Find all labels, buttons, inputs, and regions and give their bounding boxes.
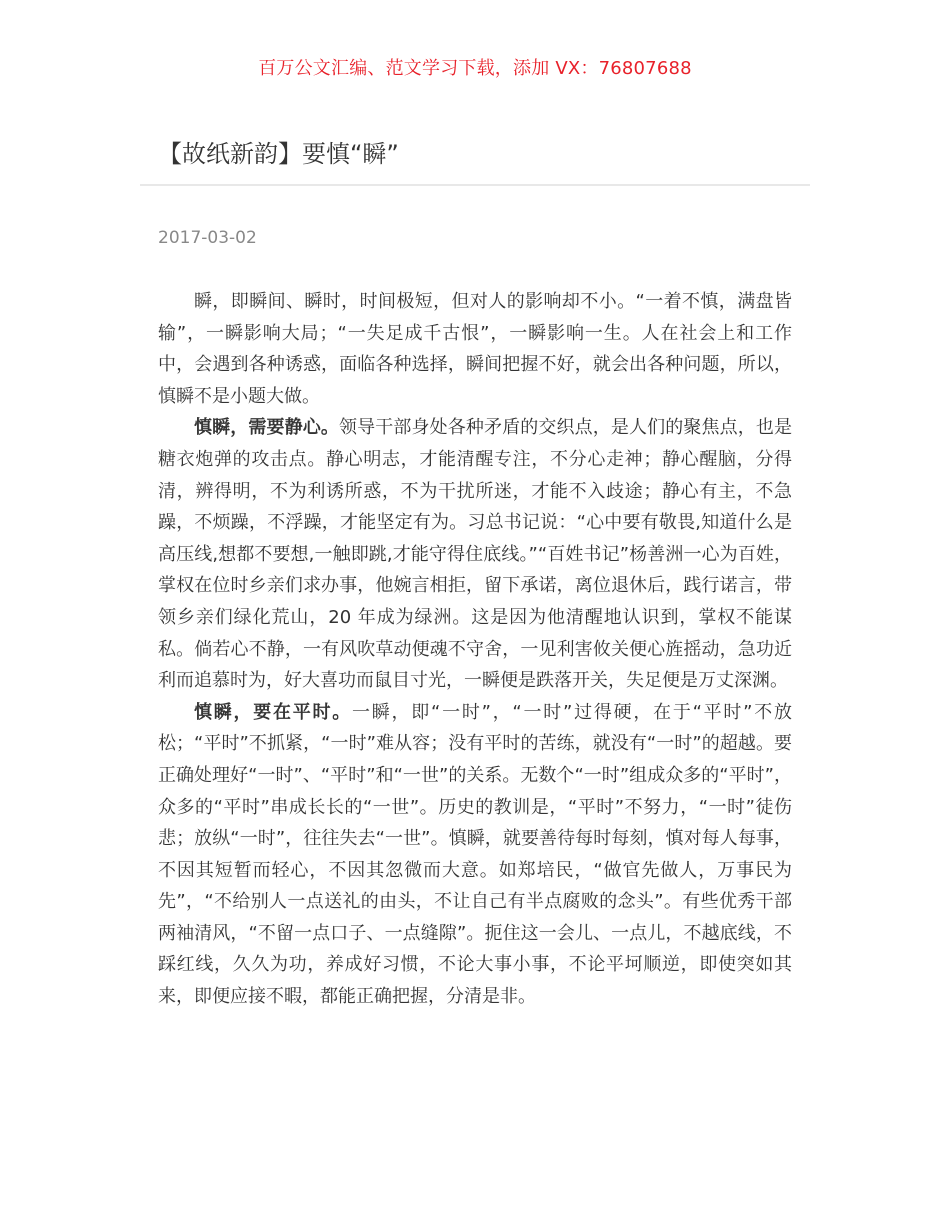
paragraph-calm-mind (158, 412, 792, 696)
publish-date: 2017-03-02 (158, 228, 257, 248)
paragraph-intro (158, 286, 792, 412)
title-divider (140, 184, 810, 186)
paragraph-text: 瞬，即瞬间、瞬时，时间极短，但对人的影响却不小。“一着不慎，满盘皆输”，一瞬影响大局；“一失足成千古恨”，一瞬影响一生。人在社会上和工作中，会遇到各种诱惑，面临各种选择，瞬间把握不好，就会出各种问题，所以，慎瞬不是小题大做。 (158, 291, 792, 407)
paragraph-text: 一瞬，即“一时”，“一时”过得硬，在于“平时”不放松；“平时”不抓紧，“一时”难从容；没有平时的苦练，就没有“一时”的超越。要正确处理好“一时”、“平时”和“一世”的关系。无数个“一时”组成众多的“平时”，众多的“平时”串成长长的“一世”。历史的教训是，“平时”不努力，“一时”徒伤悲；放纵“一时”，往往失去“一世”。慎瞬，就要善待每时每刻，慎对每人每事，不因其短暂而轻心，不因其忽微而大意。如郑培民，“做官先做人，万事民为先”，“不给别人一点送礼的由头，不让自己有半点腐败的念头”。有些优秀干部两袖清风，“不留一点口子、一点缝隙”。扼住这一会儿、一点儿，不越底线，不踩红线，久久为功，养成好习惯，不论大事小事，不论平坷顺逆，即使突如其来，即便应接不暇，都能正确把握，分清是非。 (158, 701, 792, 1008)
paragraph-everyday (158, 697, 792, 1013)
paragraph-text: 领导干部身处各种矛盾的交织点，是人们的聚焦点，也是糖衣炮弹的攻击点。静心明志，才能清醒专注，不分心走神；静心醒脑，分得清，辨得明，不为利诱所惑，不为干扰所迷，才能不入歧途；静心有主，不急躁，不烦躁，不浮躁，才能坚定有为。习总书记说：“心中要有敬畏,知道什么是高压线,想都不要想,一触即跳,才能守得住底线。”“百姓书记”杨善洲一心为百姓，掌权在位时乡亲们求办事，他婉言相拒，留下承诺，离位退休后，践行诺言，带领乡亲们绿化荒山，20 年成为绿洲。这是因为他清醒地认识到，掌权不能谋私。倘若心不静，一有风吹草动便魂不守舍，一见利害攸关便心旌摇动，急功近利而追慕时为，好大喜功而鼠目寸光，一瞬便是跌落开关，失足便是万丈深渊。 (158, 417, 792, 692)
paragraph-lead: 慎瞬，需要静心。 (194, 417, 339, 439)
promo-banner: 百万公文汇编、范文学习下载，添加 VX：76807688 (258, 58, 692, 79)
paragraph-lead: 慎瞬，要在平时。 (194, 701, 353, 723)
article-title: 【故纸新韵】要慎“瞬” (158, 140, 399, 168)
article-body (158, 286, 792, 1013)
